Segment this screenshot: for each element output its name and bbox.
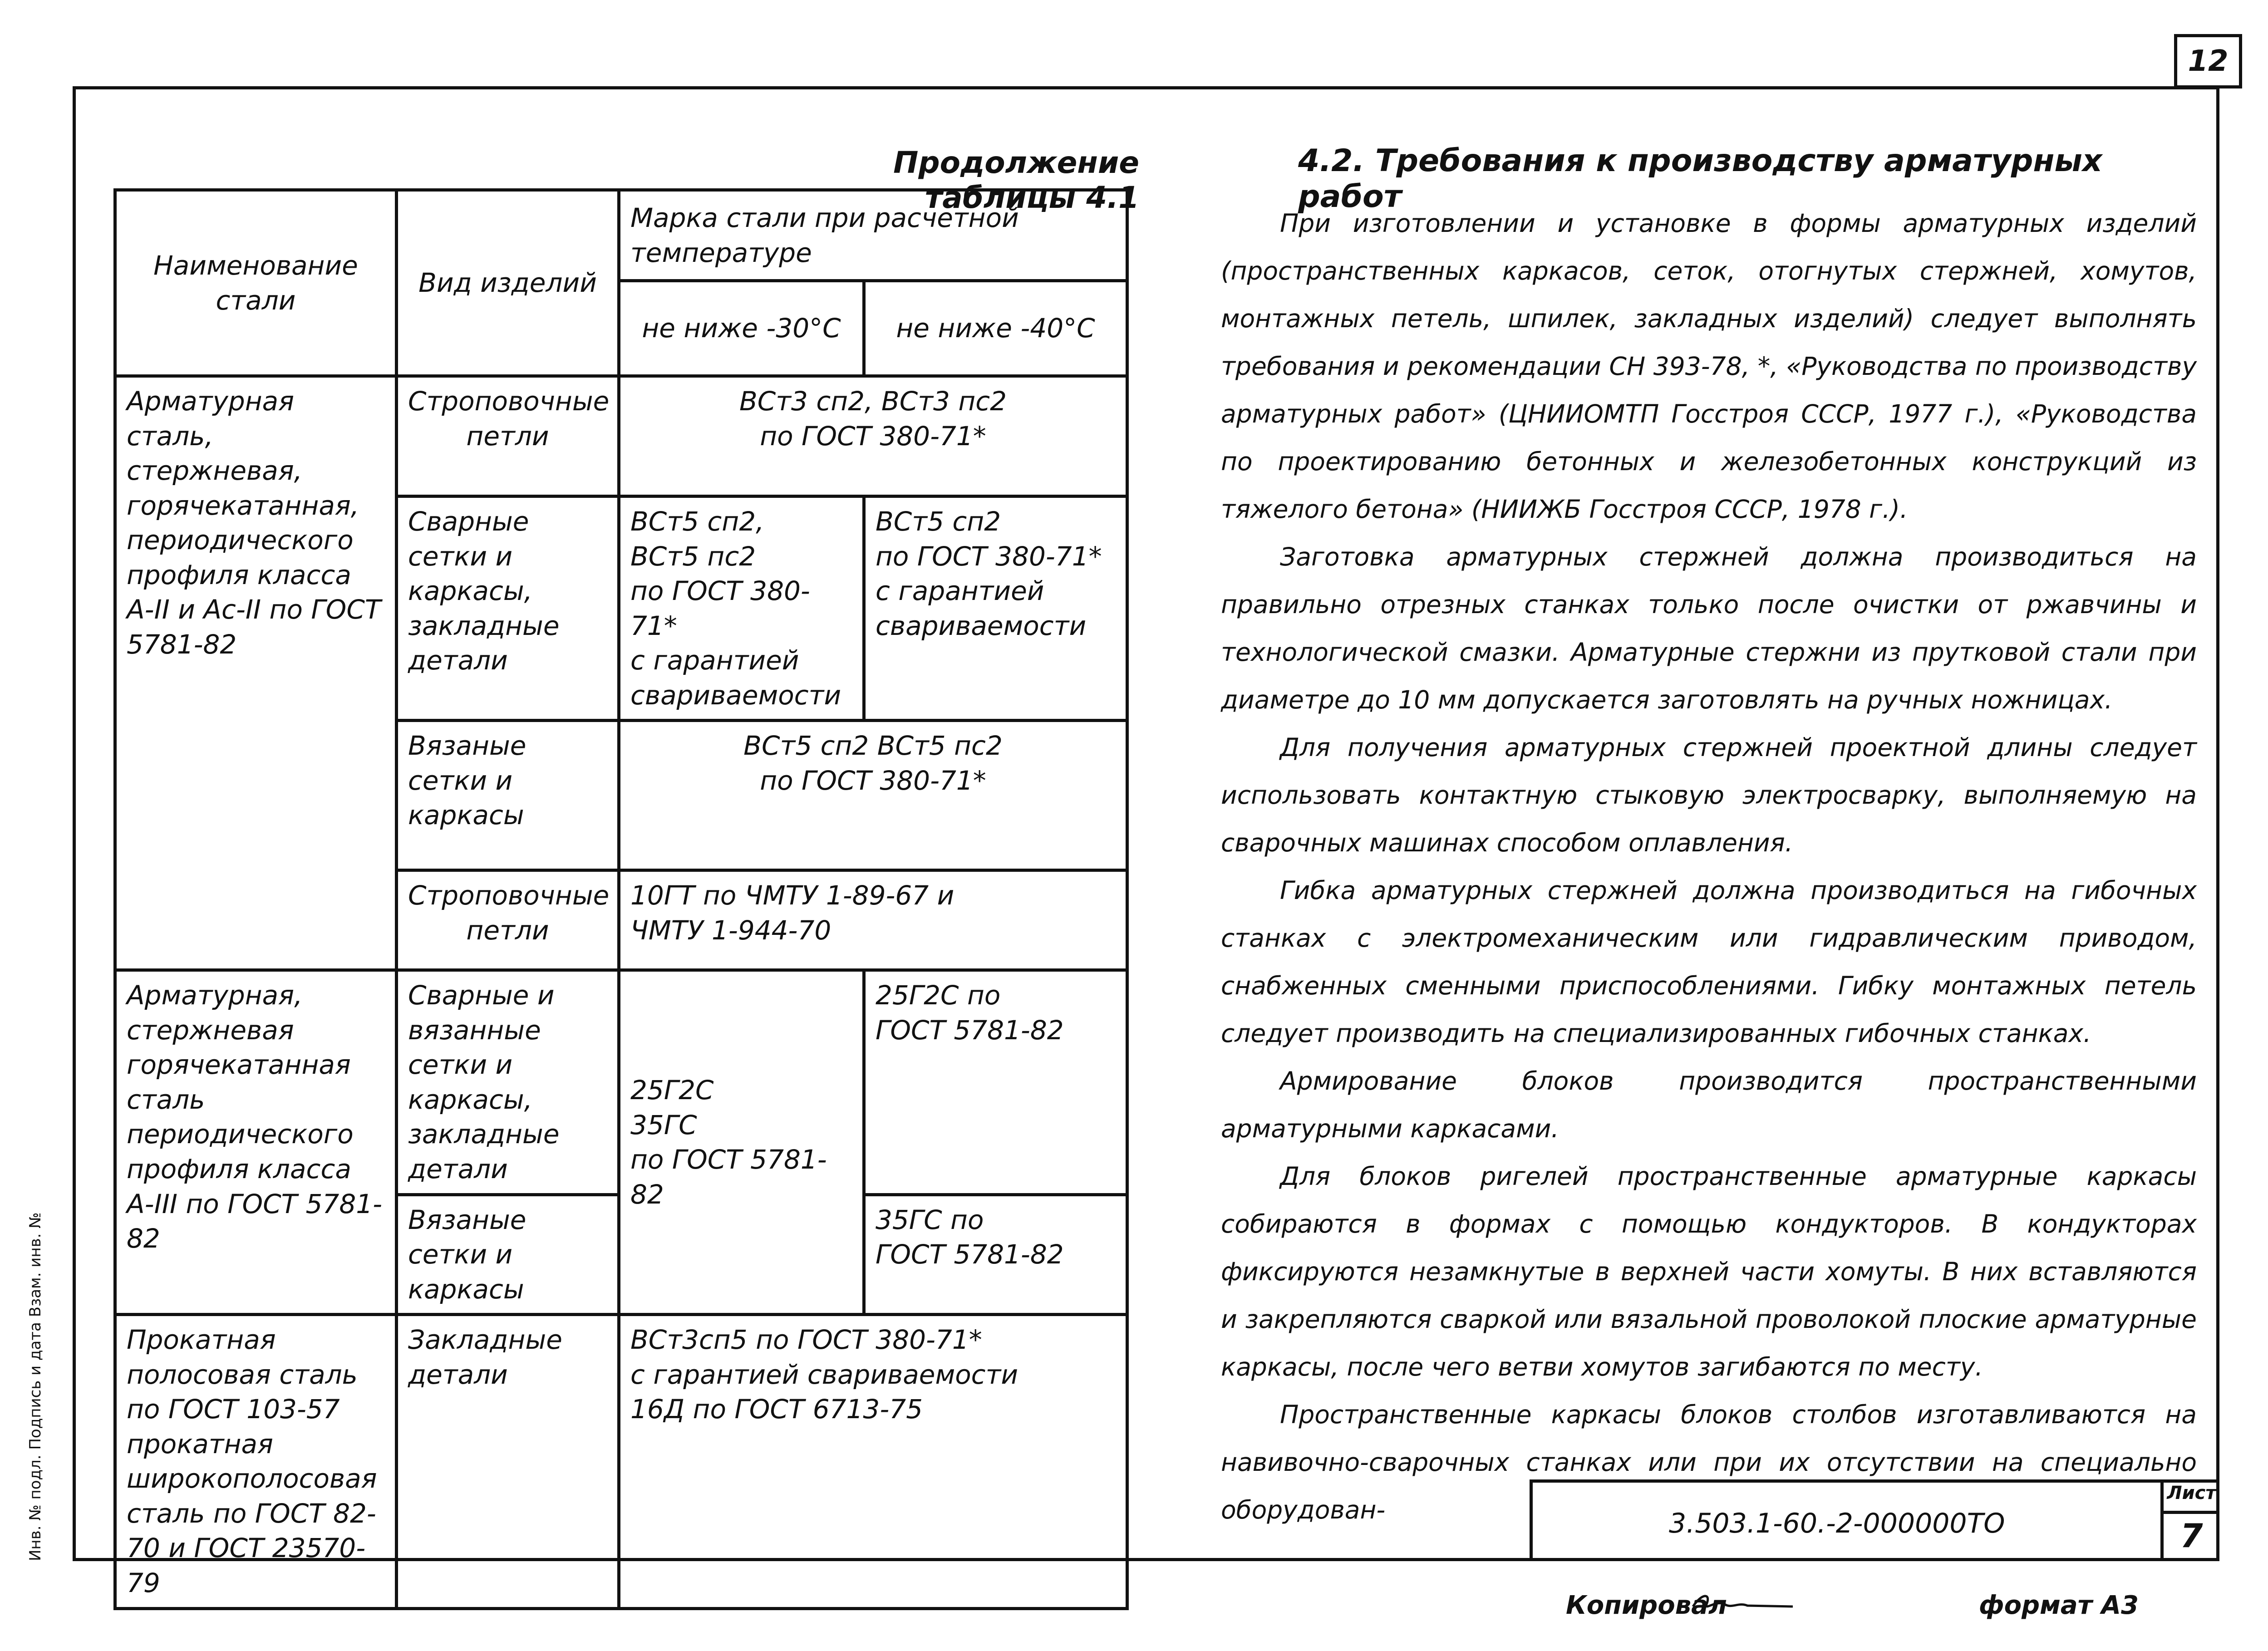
sheet-label: Лист (2164, 1483, 2219, 1514)
product-cell: Строповочные петли (397, 870, 619, 970)
sheet-value: 7 (2180, 1517, 2203, 1555)
steel-grade-table (113, 188, 1129, 1610)
copied-by-label: Копировал (1566, 1591, 1727, 1620)
paragraph: Заготовка арматурных стержней должна производиться на правильно отрезных станках только после очистки от ржавчины и технологической смазки. Арматурные стержни из прутковой стали при диаметре до 10 мм допускается заготовлять на ручных ножницах. (1221, 542, 2197, 714)
section-title: 4.2. Требования к производству арматурных работ (1298, 143, 2102, 215)
paragraph: При изготовлении и установке в формы арматурных изделий (пространственных каркасов, сеток, отогнутых стержней, хомутов, монтажных петель, шпилек, закладных изделий) следует выполнять требования и рекомендации СН 393-78, *, «Руководства по производству арматурных работ» (ЦНИИОМТП Госстроя СССР, 1977 г.), «Руководства по проектированию бетонных и железобетонных конструкций из тяжелого бетона» (НИИЖБ Госстроя СССР, 1978 г.). (1221, 209, 2197, 524)
product-cell: Закладные детали (397, 1315, 619, 1608)
steel-type-cell: Прокатная полосовая сталь по ГОСТ 103-57 прокатная широкополосовая сталь по ГОСТ 82-70 и ГОСТ 23570-79 (115, 1315, 397, 1608)
grade-cell: ВСт5 сп2 ВСт5 пс2 по ГОСТ 380-71* (619, 721, 1127, 870)
title-block (1530, 1479, 2219, 1561)
paragraph: Армирование блоков производится пространственными арматурными каркасами. (1221, 1066, 2197, 1143)
section-body (1221, 200, 2197, 1534)
header-product: Вид изделий (397, 190, 619, 376)
paragraph: Для получения арматурных стержней проектной длины следует использовать контактную стыковую электросварку, выполняемую на сварочных машинах способом оплавления. (1221, 733, 2197, 857)
grade-cell: 25Г2С 35ГС по ГОСТ 5781-82 (619, 970, 864, 1315)
product-cell: Сварные сетки и каркасы, закладные детали (397, 496, 619, 721)
format-label: формат А3 (1979, 1591, 2139, 1620)
paragraph: Гибка арматурных стержней должна производиться на гибочных станках с электромеханическим или гидравлическим приводом, снабженных сменными приспособлениями. Гибку монтажных петель следует производить на специализированных гибочных станках. (1221, 876, 2197, 1048)
paragraph: Для блоков ригелей пространственные арматурные каркасы собираются в формах с помощью кондукторов. В кондукторах фиксируются незамкнутые в верхней части хомуты. В них вставляются и закрепляются сваркой или вязальной проволокой плоские арматурные каркасы, после чего ветви хомутов загибаются по месту. (1221, 1162, 2197, 1381)
product-cell: Строповочные петли (397, 376, 619, 496)
header-temp-40: не ниже -40°С (864, 281, 1127, 376)
steel-type-cell: Арматурная, стержневая горячекатанная сталь периодического профиля класса А-III по ГОСТ 5781-82 (115, 970, 397, 1315)
product-cell: Сварные и вязанные сетки и каркасы, закладные детали (397, 970, 619, 1194)
header-temp-30: не ниже -30°С (619, 281, 864, 376)
grade-cell: ВСт5 сп2, ВСт5 пс2 по ГОСТ 380-71* с гарантией свариваемости (619, 496, 864, 721)
paragraph: Пространственные каркасы блоков столбов изготавливаются на навивочно-сварочных станках или при их отсутствии на специально оборудован- (1221, 1400, 2197, 1524)
steel-type-cell: Арматурная сталь, стержневая, горячекатанная, периодического профиля класса А-II и Ас-II по ГОСТ 5781-82 (115, 376, 397, 970)
product-cell: Вязаные сетки и каркасы (397, 1194, 619, 1315)
side-stamp: Инв. № подл. Подпись и дата Взам. инв. № (26, 1212, 44, 1561)
grade-cell: 25Г2С по ГОСТ 5781-82 (864, 970, 1127, 1194)
grade-cell: 10ГТ по ЧМТУ 1-89-67 и ЧМТУ 1-944-70 (619, 870, 1127, 970)
sheet-column (2160, 1483, 2219, 1561)
header-steel: Наименование стали (115, 190, 397, 376)
signature-icon (1688, 1584, 1797, 1620)
grade-cell: ВСт3сп5 по ГОСТ 380-71* с гарантией свариваемости 16Д по ГОСТ 6713-75 (619, 1315, 1127, 1608)
signature (1688, 1584, 1797, 1628)
table-caption: Продолжение таблицы 4.1 (893, 145, 1139, 215)
product-cell: Вязаные сетки и каркасы (397, 721, 619, 870)
grade-cell: ВСт5 сп2 по ГОСТ 380-71* с гарантией свариваемости (864, 496, 1127, 721)
document-code: 3.503.1-60.-2-000000ТО (1669, 1508, 2005, 1539)
grade-cell: 35ГС по ГОСТ 5781-82 (864, 1194, 1127, 1315)
grade-cell: ВСт3 сп2, ВСт3 пс2 по ГОСТ 380-71* (619, 376, 1127, 496)
sheet-number: 12 (2174, 34, 2242, 88)
header-grade: Марка стали при расчетной температуре (619, 190, 1127, 281)
